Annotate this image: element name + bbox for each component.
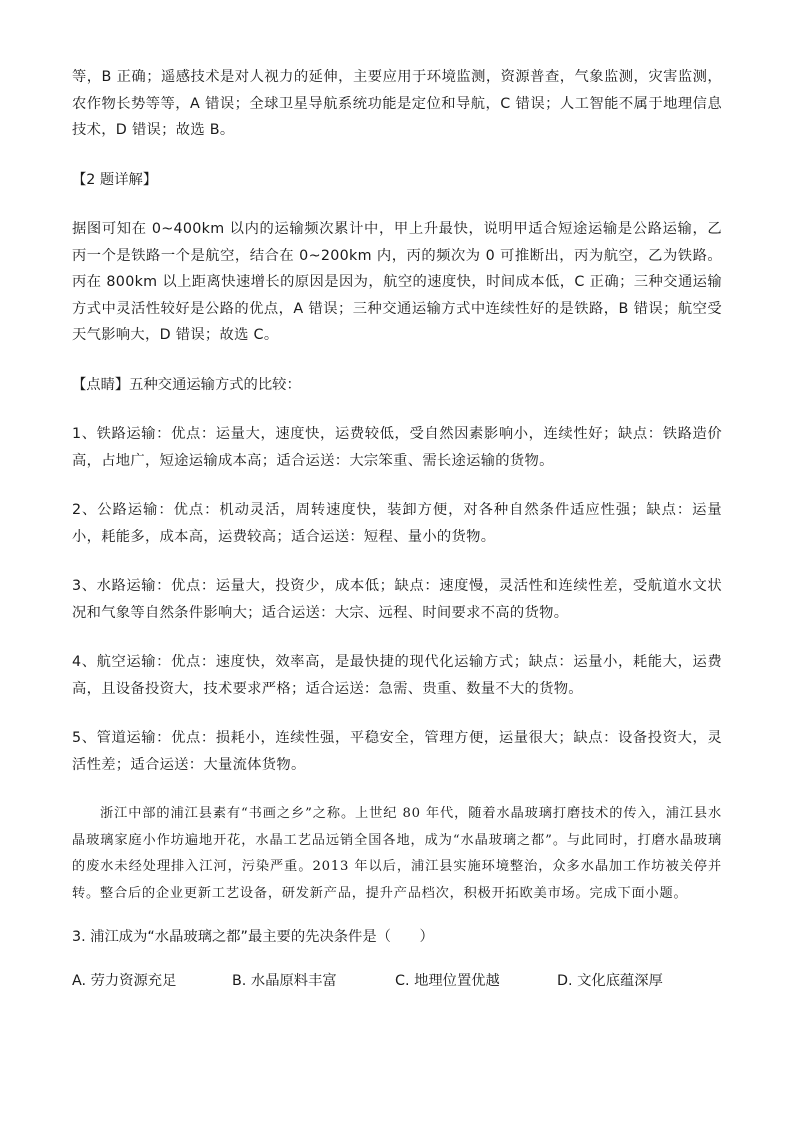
- option-c: C. 地理位置优越: [395, 972, 500, 989]
- transport-item-aviation: 4、航空运输：优点：速度快，效率高，是最快捷的现代化运输方式；缺点：运量小，耗能大，运费高，且设备投资大，技术要求严格；适合运送：急需、贵重、数量不大的货物。: [72, 654, 722, 697]
- transport-item-pipeline: 5、管道运输：优点：损耗小，连续性强，平稳安全，管理方便，运量很大；缺点：设备投资大，灵活性差；适合运送：大量流体货物。: [72, 730, 722, 773]
- answer-explanation-q2: 据图可知在 0~400km 以内的运输频次累计中，甲上升最快，说明甲适合短途运输是公路运输，乙丙一个是铁路一个是航空，结合在 0~200km 内，丙的频次为 0 可推断出，丙为航空，乙为铁路。丙在 800km 以上距离快速增长的原因是因为，航空的速度快，时间成本低，C 正确；三种交通运输方式中灵活性较好是公路的优点，A 错误；三种交通运输方式中连续性好的是铁路，B 错误；航空受天气影响大，D 错误；故选 C。: [72, 221, 722, 343]
- document-page: [72, 64, 722, 994]
- tip-heading: 【点睛】五种交通运输方式的比较：: [72, 376, 301, 393]
- transport-item-waterway: 3、水路运输：优点：运量大，投资少，成本低；缺点：速度慢，灵活性和连续性差，受航道水文状况和气象等自然条件影响大；适合运送：大宗、远程、时间要求不高的货物。: [72, 578, 722, 621]
- q2-detail-heading: 【2 题详解】: [72, 171, 158, 188]
- reading-passage: 浙江中部的浦江县素有“书画之乡”之称。上世纪 80 年代，随着水晶玻璃打磨技术的传入，浦江县水晶玻璃家庭小作坊遍地开花，水晶工艺品远销全国各地，成为“水晶玻璃之都”。与此同时，打磨水晶玻璃的废水未经处理排入江河，污染严重。2013 年以后，浦江县实施环境整治，众多水晶加工作坊被关停并转。整合后的企业更新工艺设备，研发新产品，提升产品档次，积极开拓欧美市场。完成下面小题。: [72, 806, 722, 901]
- transport-item-highway: 2、公路运输：优点：机动灵活，周转速度快，装卸方便，对各种自然条件适应性强；缺点：运量小，耗能多，成本高，运费较高；适合运送：短程、量小的货物。: [72, 502, 722, 545]
- question-3-options: [72, 968, 722, 995]
- option-d: D. 文化底蕴深厚: [557, 972, 663, 989]
- question-3-stem: 3. 浦江成为“水晶玻璃之都”最主要的先决条件是（ ）: [72, 929, 434, 945]
- option-b: B. 水晶原料丰富: [232, 972, 337, 989]
- transport-item-railway: 1、铁路运输：优点：运量大，速度快，运费较低，受自然因素影响小，连续性好；缺点：铁路造价高，占地广，短途运输成本高；适合运送：大宗笨重、需长途运输的货物。: [72, 426, 722, 469]
- option-a: A. 劳力资源充足: [72, 972, 177, 989]
- answer-explanation-q1-continued: 等，B 正确；遥感技术是对人视力的延伸，主要应用于环境监测，资源普查，气象监测，灾害监测，农作物长势等等，A 错误；全球卫星导航系统功能是定位和导航，C 错误；人工智能不属于地理信息技术，D 错误；故选 B。: [72, 69, 722, 138]
